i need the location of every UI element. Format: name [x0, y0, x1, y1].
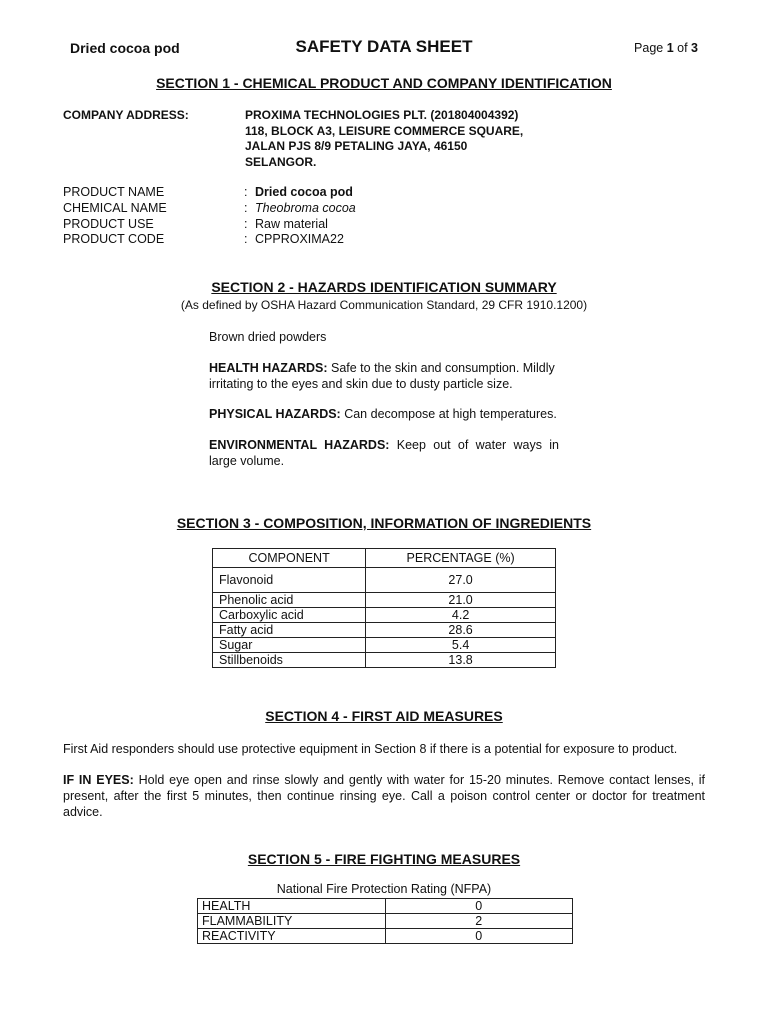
- table-row: [198, 899, 573, 914]
- field-colon: :: [244, 201, 248, 215]
- table-row: [213, 608, 556, 623]
- table-row: [213, 653, 556, 668]
- section-4-title: SECTION 4 - FIRST AID MEASURES: [265, 708, 503, 724]
- table-row: [213, 593, 556, 608]
- address-line: SELANGOR.: [245, 154, 317, 169]
- first-aid-eyes: [63, 772, 705, 820]
- section-5-title: SECTION 5 - FIRE FIGHTING MEASURES: [247, 851, 521, 867]
- column-header-component: COMPONENT: [213, 549, 366, 568]
- company-address: [245, 108, 523, 170]
- first-aid-intro: First Aid responders should use protective equipment in Section 8 if there is a potential for exposure to product.: [63, 742, 678, 756]
- percentage-cell: 27.0: [366, 568, 556, 593]
- company-address-label: COMPANY ADDRESS:: [63, 108, 189, 122]
- hazard-description: Brown dried powders: [209, 330, 327, 344]
- component-cell: Carboxylic acid: [213, 608, 366, 623]
- table-row: [198, 929, 573, 944]
- component-cell: Fatty acid: [213, 623, 366, 638]
- field-value-product-name: Dried cocoa pod: [255, 185, 353, 199]
- section-2-subtitle: (As defined by OSHA Hazard Communication Standard, 29 CFR 1910.1200): [180, 298, 588, 312]
- first-aid-eyes-text: Hold eye open and rinse slowly and gently with water for 15-20 minutes. Remove contact lenses, if present, after the first 5 minutes, then continue rinsing eye. Call a poison control center or doctor for treatment advice.: [63, 773, 705, 819]
- table-row: [213, 568, 556, 593]
- page-number: 1: [666, 41, 674, 55]
- nfpa-table: [197, 898, 573, 944]
- column-header-percentage: PERCENTAGE (%): [366, 549, 556, 568]
- component-cell: Sugar: [213, 638, 366, 653]
- address-line: JALAN PJS 8/9 PETALING JAYA, 46150: [245, 139, 468, 153]
- nfpa-value-cell: 2: [385, 914, 573, 929]
- component-cell: Flavonoid: [213, 568, 366, 593]
- field-value-chemical-name: Theobroma cocoa: [255, 201, 356, 215]
- address-line: 118, BLOCK A3, LEISURE COMMERCE SQUARE,: [245, 123, 524, 138]
- nfpa-label-cell: FLAMMABILITY: [198, 914, 386, 929]
- document-title: SAFETY DATA SHEET: [295, 37, 473, 56]
- health-hazards-label: HEALTH HAZARDS:: [209, 361, 328, 375]
- health-hazards: [209, 360, 559, 392]
- page-total: 3: [691, 41, 698, 55]
- percentage-cell: 4.2: [366, 608, 556, 623]
- physical-hazards-text: Can decompose at high temperatures.: [340, 407, 557, 421]
- percentage-cell: 28.6: [366, 623, 556, 638]
- field-colon: :: [244, 185, 248, 199]
- field-label-product-name: PRODUCT NAME: [63, 185, 165, 199]
- physical-hazards: [209, 406, 559, 422]
- physical-hazards-label: PHYSICAL HAZARDS:: [209, 407, 341, 421]
- section-1-title: SECTION 1 - CHEMICAL PRODUCT AND COMPANY IDENTIFICATION: [156, 75, 612, 91]
- component-cell: Stillbenoids: [213, 653, 366, 668]
- page-prefix: Page: [634, 41, 667, 55]
- address-line: PROXIMA TECHNOLOGIES PLT. (201804004392): [245, 108, 519, 122]
- table-row: [213, 638, 556, 653]
- nfpa-label-cell: HEALTH: [198, 899, 386, 914]
- percentage-cell: 13.8: [366, 653, 556, 668]
- environmental-hazards-label: ENVIRONMENTAL HAZARDS:: [209, 438, 390, 452]
- field-colon: :: [244, 217, 248, 231]
- composition-table: [212, 548, 556, 668]
- page-indicator: [634, 41, 698, 55]
- section-3-title: SECTION 3 - COMPOSITION, INFORMATION OF INGREDIENTS: [176, 515, 592, 531]
- field-label-chemical-name: CHEMICAL NAME: [63, 201, 167, 215]
- percentage-cell: 5.4: [366, 638, 556, 653]
- nfpa-caption: National Fire Protection Rating (NFPA): [276, 882, 492, 896]
- environmental-hazards: [209, 437, 559, 469]
- percentage-cell: 21.0: [366, 593, 556, 608]
- health-hazards-text: Safe to the skin and consumption. Mildly irritating to the eyes and skin due to dusty particle size.: [209, 361, 555, 391]
- section-2-title: SECTION 2 - HAZARDS IDENTIFICATION SUMMARY: [211, 279, 557, 295]
- page-of: of: [673, 41, 692, 55]
- nfpa-value-cell: 0: [385, 929, 573, 944]
- header-product-name: Dried cocoa pod: [70, 40, 180, 56]
- field-colon: :: [244, 232, 248, 246]
- nfpa-value-cell: 0: [385, 899, 573, 914]
- table-header-row: [213, 549, 556, 568]
- environmental-hazards-text: Keep out of water ways in large volume.: [209, 438, 560, 468]
- component-cell: Phenolic acid: [213, 593, 366, 608]
- first-aid-eyes-label: IF IN EYES:: [63, 773, 134, 787]
- field-label-product-code: PRODUCT CODE: [63, 232, 165, 246]
- nfpa-label-cell: REACTIVITY: [198, 929, 386, 944]
- field-value-product-code: CPPROXIMA22: [255, 232, 344, 246]
- field-label-product-use: PRODUCT USE: [63, 217, 154, 231]
- table-row: [213, 623, 556, 638]
- field-value-product-use: Raw material: [255, 217, 328, 231]
- table-row: [198, 914, 573, 929]
